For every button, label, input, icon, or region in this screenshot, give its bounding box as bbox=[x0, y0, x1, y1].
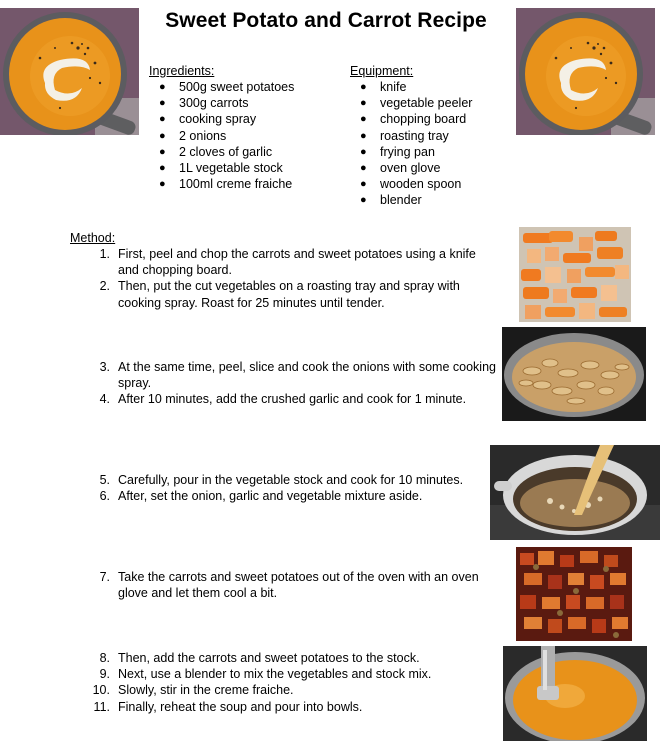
list-item: ● 300g carrots bbox=[159, 96, 249, 111]
list-item: ● frying pan bbox=[360, 144, 435, 159]
method-step: 2. Then, put the cut vegetables on a roasting tray and spray with cooking spray. Roast for 25 minutes until tender. bbox=[99, 279, 460, 310]
method-step: 5. Carefully, pour in the vegetable stock and cook for 10 minutes. bbox=[99, 473, 464, 487]
ingredients-section bbox=[149, 63, 339, 192]
list-item: ● wooden spoon bbox=[360, 177, 462, 192]
method-step: 6. After, set the onion, garlic and vegetable mixture aside. bbox=[99, 489, 423, 504]
method-steps-group-2 bbox=[78, 359, 498, 408]
list-item: ● knife bbox=[360, 80, 407, 94]
list-item: ● 500g sweet potatoes bbox=[159, 80, 295, 94]
method-step: 8. Then, add the carrots and sweet potatoes to the stock. bbox=[99, 651, 420, 665]
method-steps-group-4 bbox=[78, 569, 498, 601]
method-step: 9. Next, use a blender to mix the vegetables and stock mix. bbox=[99, 667, 432, 682]
soup-bowl-photo-left bbox=[0, 8, 139, 135]
blending-soup-photo bbox=[503, 646, 647, 741]
list-item: ● chopping board bbox=[360, 112, 467, 127]
list-item: ● blender bbox=[360, 193, 422, 208]
list-item: ● 1L vegetable stock bbox=[159, 160, 283, 175]
method-heading: Method: bbox=[70, 231, 116, 245]
method-step: 10. Slowly, stir in the creme fraiche. bbox=[92, 683, 294, 698]
list-item: ● cooking spray bbox=[159, 112, 257, 127]
list-item: ● roasting tray bbox=[360, 128, 449, 143]
method-steps-group-5 bbox=[78, 650, 498, 715]
list-item: ● 2 cloves of garlic bbox=[159, 144, 273, 159]
method-step: 11. Finally, reheat the soup and pour into bowls. bbox=[93, 699, 363, 714]
equipment-section bbox=[350, 63, 515, 209]
ingredients-list bbox=[149, 79, 339, 192]
list-item: ● 100ml creme fraiche bbox=[159, 177, 293, 192]
method-step: 4. After 10 minutes, add the crushed garlic and cook for 1 minute. bbox=[99, 392, 467, 407]
method-step: 7. Take the carrots and sweet potatoes out of the oven with an oven glove and let them cool a bit. bbox=[99, 570, 479, 601]
list-item: ● 2 onions bbox=[159, 128, 227, 143]
chopped-vegetables-photo bbox=[519, 227, 631, 322]
frying-onions-photo bbox=[502, 327, 646, 421]
method-step: 3. At the same time, peel, slice and cook the onions with some cooking spray. bbox=[99, 360, 496, 391]
soup-bowl-photo-right bbox=[516, 8, 655, 135]
pouring-stock-photo bbox=[490, 445, 660, 540]
list-item: ● oven glove bbox=[360, 160, 441, 175]
method-steps-group-1 bbox=[78, 246, 498, 311]
list-item: ● vegetable peeler bbox=[360, 96, 473, 111]
method-steps-group-3 bbox=[78, 472, 498, 504]
equipment-list bbox=[350, 79, 515, 209]
equipment-heading: Equipment: bbox=[350, 64, 414, 78]
roasted-vegetables-photo bbox=[516, 547, 632, 641]
method-step: 1. First, peel and chop the carrots and sweet potatoes using a knife and chopping board. bbox=[99, 247, 476, 278]
ingredients-heading: Ingredients: bbox=[149, 64, 215, 78]
page-title: Sweet Potato and Carrot Recipe bbox=[165, 9, 487, 32]
